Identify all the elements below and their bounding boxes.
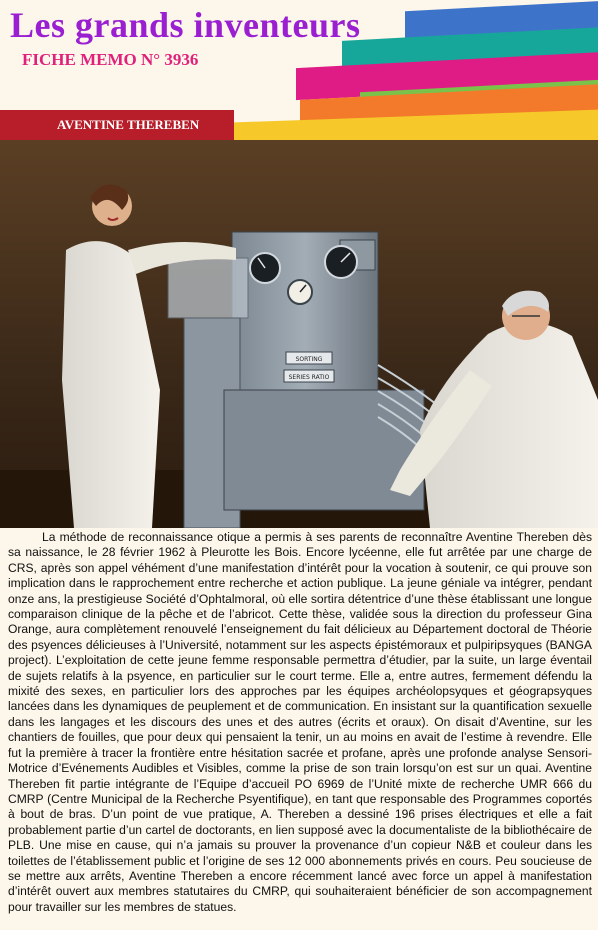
biography-text: La méthode de reconnaissance otique a permis à ses parents de reconnaître Aventine Thereben dès sa naissance, le 28 février 1962 à Pleurotte les Bois. Encore lycéenne, elle fut arrêtée par une charge de CRS, après son appel véhément d’une manifestation d’intérêt pour la vocation à soutenir, ce qui prouve son implication dans le rapprochement entre recherche et action publique. La jeune géniale va intégrer, pendant onze ans, la prestigieuse Société d’Ophtalmoral, où elle sortira détentrice d’une thèse établissant une longue comparaison clinique de la pêche et de l’abricot. Cette thèse, validée sous la direction du professeur Gina Orange, aura complètement renouvelé l’enseignement du fait délicieux au Département doctoral de Théorie des psyences délicieuses à l’Université, notamment sur les aspects épistémoraux et pulpiripsyques (BANGA project). L’exploitation de cette jeune femme responsable permettra d’étudier, par la suite, un large éventail de sujets relatifs à la psyence, en particulier sur le court terme. Elle a, entre autres, fermement défendu la mixité des sexes, en particulier lors des approches par les équipes archéolopsyques et géograpsyques lancées dans les dynamiques de peuplement et de communication. En insistant sur la quantification sexuelle dans les langages et les discours des unes et des autres (écrits et oraux). On disait d’Aventine, sur les chantiers de fouilles, que pour deux qui pensaient la tenir, un au moins en avait de l’estime à revendre. Elle fut la première à tracer la frontière entre hésitation sacrée et profane, après une profonde analyse Sensori-Motrice d’Evénements Audibles et Visibles, comme la prise de son train lorsqu’on est sur un quai. Aventine Thereben fit partie intégrante de l’Equipe d’accueil PO 6969 de l’Unité mixte de recherche UMR 666 du CMRP (Centre Municipal de la Recherche Psyentifique), en tant que responsable des Programmes coportés à bout de bras. D’un point de vue pratique, A. Thereben a dessiné 196 prises électriques et elle a fait probablement partie d’un cartel de doctorants, en lien supposé avec la documentaliste de la bibliothécaire de PLB. Une mise en cause, qui n’a jamais su prouver la provenance d’un copieur N&B et couleur dans les toilettes de l’établissement public et l’origine de ses 12 000 abonnements privés en cours. Peu soucieuse de se mettre aux arrêts, Aventine Thereben a encore récemment lancé avec force un appel à manifestation d’intérêt ouvert aux membres statutaires du CMRP, qui souhaiteraient bénéficier de son accompagnement pour travailler sur les membres de statues. (8, 530, 592, 914)
name-banner (0, 110, 234, 140)
panel-label-1: SORTING (295, 356, 323, 363)
page-title: Les grands inventeurs (10, 5, 361, 45)
inventor-photo (0, 140, 598, 528)
memo-number: FICHE MEMO N° 3936 (22, 50, 199, 69)
inventor-name: AVENTINE THEREBEN (57, 117, 200, 132)
panel-label-2: SERIES RATIO (288, 374, 330, 381)
header (0, 0, 598, 140)
